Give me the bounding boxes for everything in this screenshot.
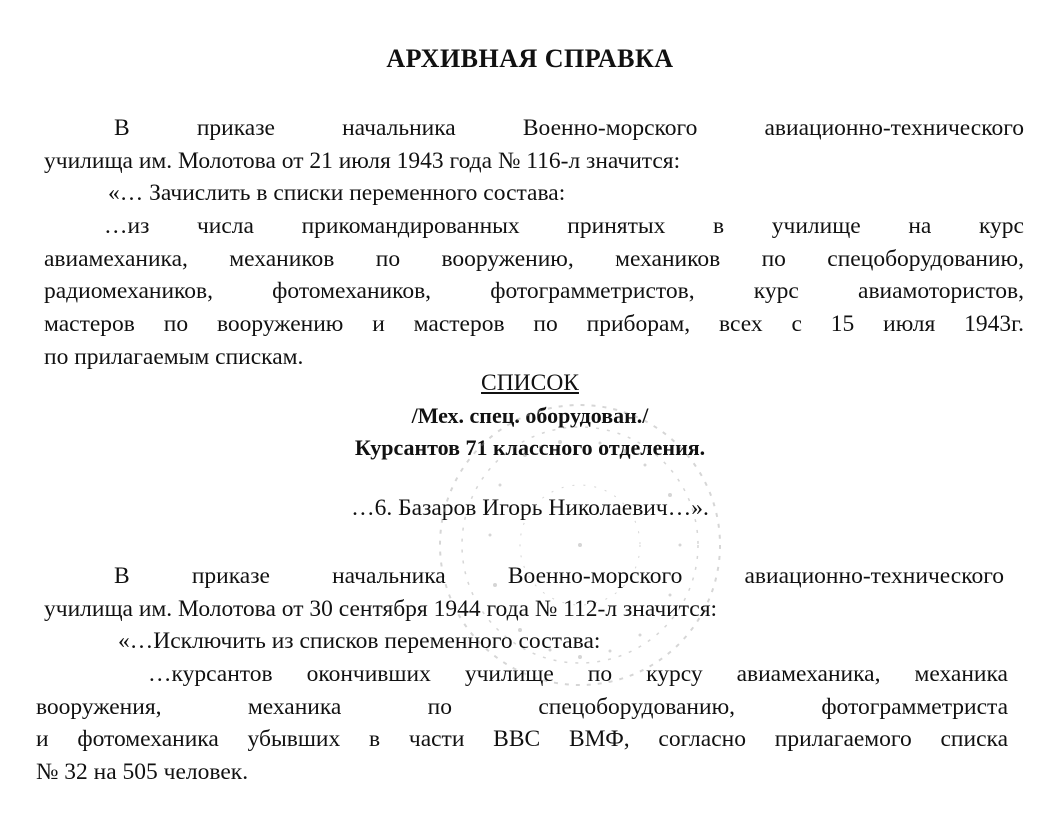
list-entry: …6. Базаров Игорь Николаевич…».: [351, 495, 709, 521]
order1-body-line1: …из числа прикомандированных принятых в училище на курс: [104, 213, 1024, 239]
order1-intro-line2: училища им. Молотова от 21 июля 1943 года № 116-л значится:: [44, 147, 681, 174]
order1-quote-start-text: «… Зачислить в списки переменного состава:: [108, 180, 566, 206]
order2-intro-line1: В приказе начальника Военно-морского авиационно-технического: [114, 563, 1004, 589]
order2-section: [44, 560, 1004, 625]
order1-body-line4: мастеров по вооружению и мастеров по приборам, всех с 15 июля 1943г.: [44, 311, 1024, 338]
order1-body-line3: радиомехаников, фотомехаников, фотограмметристов, курс авиамотористов,: [44, 278, 1024, 305]
order2-quote-start-text: «…Исключить из списков переменного состава:: [118, 628, 601, 654]
order1-quote-start: [108, 177, 1024, 210]
order2-body-last: № 32 на 505 человек.: [36, 759, 249, 786]
order2-body-line1: …курсантов окончивших училище по курсу авиамеханика, механика: [148, 661, 1008, 687]
order2-body-line2: вооружения, механика по спецоборудованию, фотограмметриста: [36, 693, 1008, 720]
document-title: АРХИВНАЯ СПРАВКА: [386, 44, 674, 73]
order1-section: [44, 112, 1024, 177]
order2-quote-start: [118, 625, 1008, 658]
list-heading: СПИСОК: [481, 370, 579, 396]
order1-body: [44, 210, 1024, 374]
order2-body-line3: и фотомеханика убывших в части ВВС ВМФ, согласно прилагаемого списка: [36, 726, 1008, 753]
order2-body: [36, 658, 1008, 789]
list-subheading: /Мех. спец. оборудован./: [411, 403, 649, 428]
order1-intro-line1: В приказе начальника Военно-морского авиационно-технического: [114, 115, 1024, 141]
order1-body-line2: авиамеханика, механиков по вооружению, механиков по спецоборудованию,: [44, 245, 1024, 272]
order2-intro-line2: училища им. Молотова от 30 сентября 1944 года № 112-л значится:: [44, 595, 718, 622]
list-group: Курсантов 71 классного отделения.: [354, 435, 706, 460]
order1-body-last: по прилагаемым спискам.: [44, 343, 304, 370]
